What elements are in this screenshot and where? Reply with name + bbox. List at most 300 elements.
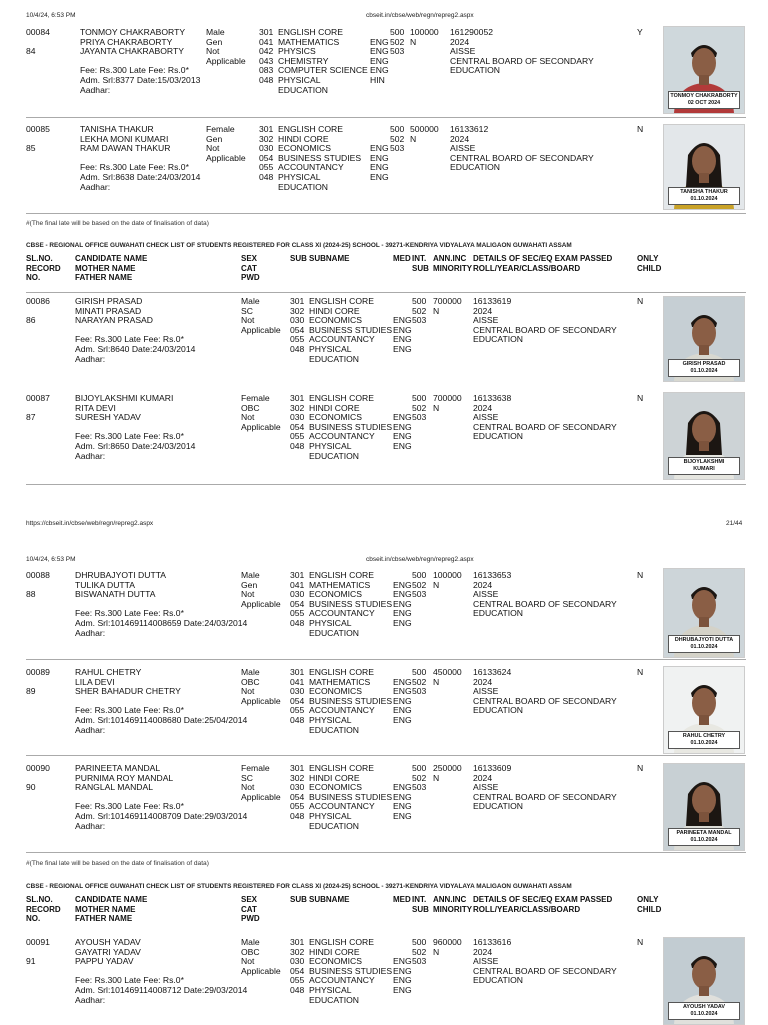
student-photo: [663, 763, 745, 851]
candidate-name: PARINEETA MANDAL: [75, 763, 161, 773]
photo-caption: [668, 1002, 740, 1020]
section-title: CBSE - REGIONAL OFFICE GUWAHATI CHECK LIST OF STUDENTS REGISTERED FOR CLASS XI (2024-25) SCHOOL - 39271-KENDRIYA VIDYALAYA MALIGAON GUWAHATI ASSAM: [26, 242, 572, 249]
record-slno: 00086: [26, 296, 50, 306]
subject-name: BUSINESS STUDIES: [309, 965, 393, 976]
subject-medium: ENG: [370, 65, 389, 76]
subject-medium: ENG: [393, 676, 412, 687]
col-header-sub: SUB: [290, 895, 307, 904]
subject-code: 030: [259, 143, 274, 154]
aadhar-label: Aadhar:: [75, 724, 106, 735]
subject-code: 041: [290, 579, 305, 590]
record-slno: 00090: [26, 763, 50, 773]
pwd-value: Not: [241, 956, 255, 967]
record-number: 89: [26, 686, 36, 697]
photo-caption: [668, 187, 740, 205]
row-divider: [26, 659, 746, 660]
prev-year: 2024: [473, 676, 493, 687]
col-header-sex: CAT: [241, 904, 257, 914]
pwd-value-cont: Applicable: [241, 598, 281, 609]
category-value: Gen: [206, 133, 223, 144]
photo-caption-name: AYOUSH YADAV: [683, 1004, 725, 1010]
prev-class: AISSE: [473, 956, 499, 967]
subject-name: EDUCATION: [309, 994, 359, 1005]
mother-name: TULIKA DUTTA: [75, 579, 136, 590]
category-value: SC: [241, 305, 253, 316]
prev-board-cont: EDUCATION: [473, 608, 523, 619]
subject-code: 048: [290, 985, 305, 995]
prev-class: AISSE: [473, 782, 499, 793]
photo-caption-date: KUMARI: [693, 466, 715, 472]
col-header-anninc: ANN.INC: [433, 254, 467, 263]
subject-medium: ENG: [370, 172, 389, 182]
subject-medium: ENG: [370, 162, 389, 173]
col-header-details: DETAILS OF SEC/EQ EXAM PASSED: [473, 254, 613, 263]
subject-medium: ENG: [393, 598, 412, 609]
subject-name: ECONOMICS: [309, 589, 362, 600]
col-header-sex: SEX: [241, 895, 258, 904]
subject-code: 048: [290, 618, 305, 628]
prev-board: CENTRAL BOARD OF SECONDARY: [473, 791, 617, 802]
prev-roll-number: 16133624: [473, 667, 512, 677]
subject-name: BUSINESS STUDIES: [278, 152, 362, 163]
subject-code: 301: [259, 27, 274, 37]
row-divider: [26, 484, 746, 485]
prev-class: AISSE: [450, 143, 476, 154]
only-child-flag: N: [637, 296, 644, 306]
internal-sub-code: 500: [412, 763, 427, 773]
subject-code: 054: [290, 965, 305, 976]
prev-class: AISSE: [473, 412, 499, 423]
photo-caption-name: TANISHA THAKUR: [680, 189, 728, 195]
subject-name: PHYSICAL: [309, 618, 352, 628]
candidate-name: AYOUSH YADAV: [75, 937, 141, 947]
fee-info: Fee: Rs.300 Late Fee: Rs.0*: [80, 65, 189, 76]
subject-medium: ENG: [393, 801, 412, 812]
annual-income: 700000: [433, 296, 462, 306]
pwd-value-cont: Applicable: [241, 791, 281, 802]
subject-medium: ENG: [393, 608, 412, 619]
prev-board-cont: EDUCATION: [473, 334, 523, 345]
sex-value: Female: [206, 124, 235, 134]
internal-sub-code: 500: [390, 124, 405, 134]
internal-sub-code: 500: [412, 570, 427, 580]
subject-medium: ENG: [393, 344, 412, 354]
page-footer-url: https://cbseit.in/cbse/web/regn/repreg2.aspx: [26, 520, 154, 527]
prev-board-cont: EDUCATION: [473, 801, 523, 812]
prev-board: CENTRAL BOARD OF SECONDARY: [473, 965, 617, 976]
sex-value: Male: [241, 296, 260, 306]
subject-name: BUSINESS STUDIES: [309, 421, 393, 432]
student-photo: [663, 296, 745, 382]
internal-sub-code: 503: [412, 412, 427, 423]
minority-flag: N: [410, 36, 417, 47]
subject-code: 041: [259, 36, 274, 47]
internal-sub-code: 503: [412, 782, 427, 793]
col-header-slno: SL.NO.: [26, 895, 53, 904]
annual-income: 450000: [433, 667, 462, 677]
col-header-sex: CAT: [241, 263, 257, 273]
prev-board: CENTRAL BOARD OF SECONDARY: [450, 152, 594, 163]
subject-code: 301: [290, 570, 305, 580]
row-divider: [26, 213, 746, 214]
internal-sub-code: 503: [412, 686, 427, 697]
prev-roll-number: 16133638: [473, 393, 512, 403]
record-number: 86: [26, 315, 36, 326]
annual-income: 500000: [410, 124, 439, 134]
prev-year: 2024: [473, 946, 493, 957]
col-header-name: MOTHER NAME: [75, 263, 136, 273]
subject-name: ENGLISH CORE: [309, 570, 374, 580]
photo-caption-date: 01.10.2024: [690, 644, 718, 650]
father-name: BISWANATH DUTTA: [75, 589, 156, 600]
col-header-child: CHILD: [637, 263, 662, 273]
photo-caption: [668, 828, 740, 846]
subject-medium: ENG: [370, 143, 389, 154]
prev-board-cont: EDUCATION: [473, 431, 523, 442]
col-header-slno: RECORD: [26, 263, 61, 273]
subject-medium: ENG: [393, 618, 412, 628]
col-header-subname: SUBNAME: [309, 254, 350, 263]
col-header-name: CANDIDATE NAME: [75, 895, 148, 904]
subject-medium: ENG: [370, 152, 389, 163]
category-value: OBC: [241, 946, 260, 957]
prev-class: AISSE: [473, 589, 499, 600]
subject-code: 041: [290, 676, 305, 687]
subject-code: 030: [290, 315, 305, 326]
subject-code: 301: [290, 937, 305, 947]
photo-caption: [668, 635, 740, 653]
subject-name: ECONOMICS: [309, 412, 362, 423]
sex-value: Male: [241, 667, 260, 677]
prev-year: 2024: [450, 36, 470, 47]
subject-name: ENGLISH CORE: [309, 296, 374, 306]
prev-roll-number: 16133653: [473, 570, 512, 580]
subject-code: 048: [290, 715, 305, 725]
internal-sub-code: 500: [412, 667, 427, 677]
subject-name: ENGLISH CORE: [309, 393, 374, 403]
internal-sub-code: 503: [390, 143, 405, 154]
student-photo: [663, 124, 745, 210]
record-slno: 00089: [26, 667, 50, 677]
col-header-minority: MINORITY: [433, 904, 473, 914]
col-header-slno: SL.NO.: [26, 254, 53, 263]
subject-code: 054: [290, 598, 305, 609]
internal-sub-code: 500: [412, 393, 427, 403]
admission-info: Adm. Srl:8638 Date:24/03/2014: [80, 172, 201, 182]
subject-code: 302: [290, 402, 305, 413]
subject-medium: ENG: [393, 965, 412, 976]
subject-medium: ENG: [393, 589, 412, 600]
subject-name: ACCOUNTANCY: [309, 705, 375, 716]
subject-medium: ENG: [393, 956, 412, 967]
subject-code: 048: [259, 172, 274, 182]
photo-caption-date: 01.10.2024: [690, 1011, 718, 1017]
subject-medium: ENG: [393, 315, 412, 326]
fee-info: Fee: Rs.300 Late Fee: Rs.0*: [75, 431, 184, 442]
prev-board: CENTRAL BOARD OF SECONDARY: [473, 598, 617, 609]
subject-name: PHYSICAL: [309, 811, 352, 821]
father-name: NARAYAN PRASAD: [75, 315, 153, 326]
subject-code: 301: [290, 296, 305, 306]
col-header-only: ONLY: [637, 254, 659, 263]
subject-medium: ENG: [393, 421, 412, 432]
internal-sub-code: 502: [412, 402, 427, 413]
col-header-roll: ROLL/YEAR/CLASS/BOARD: [473, 904, 581, 914]
sex-value: Male: [206, 27, 225, 37]
col-header-sex: SEX: [241, 254, 258, 263]
subject-name: HINDI CORE: [309, 946, 360, 957]
sex-value: Female: [241, 393, 270, 403]
subject-medium: ENG: [393, 334, 412, 345]
col-header-sex: PWD: [241, 914, 260, 924]
subject-name: PHYSICAL: [309, 715, 352, 725]
aadhar-label: Aadhar:: [75, 627, 106, 638]
pwd-value: Not: [206, 46, 220, 57]
record-number: 91: [26, 956, 36, 967]
mother-name: LEKHA MONI KUMARI: [80, 133, 169, 144]
student-photo: [663, 392, 745, 480]
prev-board: CENTRAL BOARD OF SECONDARY: [473, 324, 617, 335]
photo-caption-name: DHRUBAJYOTI DUTTA: [674, 637, 734, 643]
record-number: 84: [26, 46, 36, 57]
subject-name: ECONOMICS: [278, 143, 331, 154]
subject-name: ENGLISH CORE: [278, 27, 343, 37]
internal-sub-code: 502: [412, 579, 427, 590]
col-header-name: CANDIDATE NAME: [75, 254, 148, 263]
prev-class: AISSE: [473, 315, 499, 326]
photo-caption-name: BIJOYLAKSHMI: [683, 459, 725, 465]
col-header-details: DETAILS OF SEC/EQ EXAM PASSED: [473, 895, 613, 904]
admission-info: Adm. Srl:8377 Date:15/03/2013: [80, 75, 201, 85]
col-header-int-sub: SUB: [412, 904, 429, 914]
subject-name: CHEMISTRY: [278, 55, 329, 66]
internal-sub-code: 502: [390, 133, 405, 144]
internal-sub-code: 500: [412, 937, 427, 947]
subject-medium: ENG: [393, 791, 412, 802]
subject-name: ACCOUNTANCY: [309, 334, 375, 345]
subject-code: 055: [290, 801, 305, 812]
minority-flag: N: [433, 402, 440, 413]
subject-name: PHYSICAL: [309, 985, 352, 995]
subject-code: 055: [290, 431, 305, 442]
col-header-name: FATHER NAME: [75, 914, 133, 924]
subject-code: 054: [290, 695, 305, 706]
subject-medium: ENG: [393, 579, 412, 590]
pwd-value-cont: Applicable: [206, 55, 246, 66]
subject-name: EDUCATION: [309, 353, 359, 364]
internal-sub-code: 502: [412, 676, 427, 687]
subject-name: ACCOUNTANCY: [309, 975, 375, 986]
subject-name: ENGLISH CORE: [278, 124, 343, 134]
admission-info: Adm. Srl:8650 Date:24/03/2014: [75, 441, 196, 451]
col-header-slno: NO.: [26, 914, 41, 924]
fee-info: Fee: Rs.300 Late Fee: Rs.0*: [75, 975, 184, 986]
candidate-name: TANISHA THAKUR: [80, 124, 154, 134]
prev-board-cont: EDUCATION: [473, 975, 523, 986]
subject-code: 030: [290, 782, 305, 793]
father-name: PAPPU YADAV: [75, 956, 134, 967]
internal-sub-code: 500: [390, 27, 405, 37]
subject-name: MATHEMATICS: [309, 676, 371, 687]
prev-year: 2024: [473, 579, 493, 590]
col-header-sub: SUB: [290, 254, 307, 263]
subject-code: 301: [290, 667, 305, 677]
subject-name: ACCOUNTANCY: [309, 431, 375, 442]
subject-code: 302: [259, 133, 274, 144]
subject-medium: ENG: [393, 412, 412, 423]
footnote: #(The final late will be based on the date of finalisation of data): [26, 860, 209, 867]
photo-caption-name: GIRISH PRASAD: [682, 361, 726, 367]
student-photo: [663, 568, 745, 658]
subject-name: ECONOMICS: [309, 686, 362, 697]
prev-roll-number: 16133612: [450, 124, 489, 134]
footnote: #(The final late will be based on the date of finalisation of data): [26, 220, 209, 227]
prev-class: AISSE: [450, 46, 476, 57]
annual-income: 100000: [410, 27, 439, 37]
prev-board-cont: EDUCATION: [450, 65, 500, 76]
minority-flag: N: [433, 676, 440, 687]
prev-year: 2024: [450, 133, 470, 144]
record-slno: 00087: [26, 393, 50, 403]
mother-name: PURNIMA ROY MANDAL: [75, 772, 174, 783]
row-divider: [26, 852, 746, 853]
subject-code: 055: [290, 705, 305, 716]
col-header-int: INT.: [412, 895, 427, 904]
record-slno: 00091: [26, 937, 50, 947]
annual-income: 960000: [433, 937, 462, 947]
internal-sub-code: 503: [412, 315, 427, 326]
category-value: OBC: [241, 402, 260, 413]
subject-medium: ENG: [370, 46, 389, 57]
row-divider: [26, 117, 746, 118]
photo-caption-date: 01.10.2024: [690, 837, 718, 843]
fee-info: Fee: Rs.300 Late Fee: Rs.0*: [75, 608, 184, 619]
pwd-value-cont: Applicable: [241, 324, 281, 335]
minority-flag: N: [410, 133, 417, 144]
col-header-subname: SUBNAME: [309, 895, 350, 904]
subject-medium: ENG: [393, 705, 412, 716]
record-slno: 00084: [26, 27, 50, 37]
fee-info: Fee: Rs.300 Late Fee: Rs.0*: [80, 162, 189, 173]
mother-name: GAYATRI YADAV: [75, 946, 141, 957]
subject-name: BUSINESS STUDIES: [309, 695, 393, 706]
subject-name: MATHEMATICS: [309, 579, 371, 590]
photo-caption-name: RAHUL CHETRY: [682, 733, 726, 739]
fee-info: Fee: Rs.300 Late Fee: Rs.0*: [75, 801, 184, 812]
subject-medium: HIN: [370, 75, 385, 85]
photo-caption-name: TONMOY CHAKRABORTY: [670, 93, 738, 99]
subject-name: EDUCATION: [309, 724, 359, 735]
subject-name: ECONOMICS: [309, 315, 362, 326]
subject-code: 055: [259, 162, 274, 173]
record-slno: 00085: [26, 124, 50, 134]
photo-caption: [668, 91, 740, 109]
prev-board-cont: EDUCATION: [450, 162, 500, 173]
subject-medium: ENG: [393, 782, 412, 793]
subject-code: 083: [259, 65, 274, 76]
student-photo: [663, 937, 745, 1025]
only-child-flag: N: [637, 937, 644, 947]
only-child-flag: N: [637, 393, 644, 403]
subject-name: PHYSICAL: [278, 75, 321, 85]
internal-sub-code: 500: [412, 296, 427, 306]
admission-info: Adm. Srl:101469114008680 Date:25/04/2014: [75, 715, 248, 725]
row-divider: [26, 755, 746, 756]
aadhar-label: Aadhar:: [80, 84, 111, 95]
aadhar-label: Aadhar:: [80, 181, 111, 192]
subject-code: 043: [259, 55, 274, 66]
subject-code: 048: [290, 441, 305, 451]
internal-sub-code: 503: [412, 589, 427, 600]
subject-medium: ENG: [393, 686, 412, 697]
col-header-roll: ROLL/YEAR/CLASS/BOARD: [473, 263, 581, 273]
father-name: RANGLAL MANDAL: [75, 782, 154, 793]
prev-roll-number: 161290052: [450, 27, 494, 37]
subject-name: BUSINESS STUDIES: [309, 324, 393, 335]
subject-name: PHYSICAL: [309, 344, 352, 354]
prev-board-cont: EDUCATION: [473, 705, 523, 716]
subject-code: 055: [290, 608, 305, 619]
col-header-med: MED: [393, 895, 411, 904]
sex-value: Female: [241, 763, 270, 773]
aadhar-label: Aadhar:: [75, 820, 106, 831]
col-header-minority: MINORITY: [433, 263, 473, 273]
student-photo: [663, 666, 745, 754]
subject-code: 302: [290, 305, 305, 316]
subject-medium: ENG: [393, 695, 412, 706]
subject-code: 030: [290, 412, 305, 423]
subject-name: PHYSICAL: [309, 441, 352, 451]
subject-code: 042: [259, 46, 274, 57]
photo-caption: [668, 457, 740, 475]
sex-value: Male: [241, 937, 260, 947]
subject-name: PHYSICS: [278, 46, 316, 57]
print-url-page2: cbseit.in/cbse/web/regn/repreg2.aspx: [366, 556, 474, 563]
subject-code: 054: [290, 791, 305, 802]
father-name: JAYANTA CHAKRABORTY: [80, 46, 184, 57]
photo-caption: [668, 731, 740, 749]
subject-code: 054: [259, 152, 274, 163]
photo-caption-date: 01.10.2024: [690, 740, 718, 746]
subject-code: 302: [290, 946, 305, 957]
subject-code: 301: [290, 763, 305, 773]
subject-name: HINDI CORE: [309, 402, 360, 413]
prev-year: 2024: [473, 305, 493, 316]
col-header-name: MOTHER NAME: [75, 904, 136, 914]
pwd-value: Not: [206, 143, 220, 154]
subject-code: 030: [290, 956, 305, 967]
col-header-med: MED: [393, 254, 411, 263]
pwd-value-cont: Applicable: [206, 152, 246, 163]
subject-code: 054: [290, 421, 305, 432]
candidate-name: BIJOYLAKSHMI KUMARI: [75, 393, 174, 403]
mother-name: PRIYA CHAKRABORTY: [80, 36, 173, 47]
admission-info: Adm. Srl:8640 Date:24/03/2014: [75, 344, 196, 354]
pwd-value-cont: Applicable: [241, 695, 281, 706]
aadhar-label: Aadhar:: [75, 450, 106, 461]
subject-medium: ENG: [393, 441, 412, 451]
category-value: SC: [241, 772, 253, 783]
annual-income: 250000: [433, 763, 462, 773]
prev-year: 2024: [473, 402, 493, 413]
subject-code: 302: [290, 772, 305, 783]
category-value: OBC: [241, 676, 260, 687]
father-name: RAM DAWAN THAKUR: [80, 143, 171, 154]
admission-info: Adm. Srl:101469114008709 Date:29/03/2014: [75, 811, 248, 821]
mother-name: RITA DEVI: [75, 402, 116, 413]
prev-year: 2024: [473, 772, 493, 783]
pwd-value: Not: [241, 412, 255, 423]
